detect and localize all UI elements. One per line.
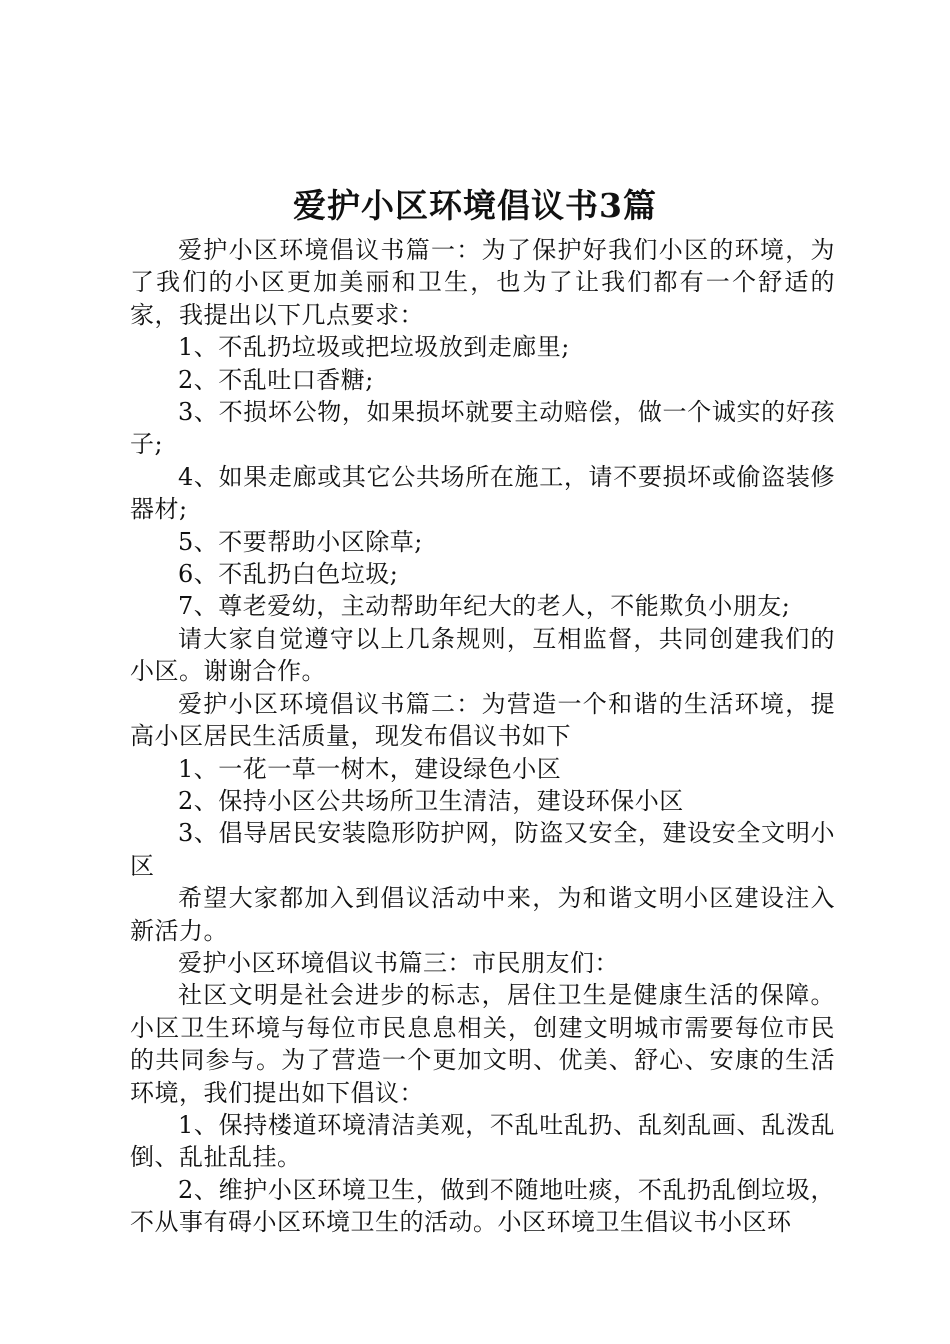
paragraph-1: 爱护小区环境倡议书篇一：为了保护好我们小区的环境，为了我们的小区更加美丽和卫生，也为了让我们都有一个舒适的家，我提出以下几点要求： — [130, 236, 835, 329]
paragraph-10: 爱护小区环境倡议书篇二：为营造一个和谐的生活环境，提高小区居民生活质量，现发布倡议书如下 — [130, 689, 835, 751]
paragraph-3: 2、不乱吐口香糖; — [178, 365, 374, 394]
paragraph-13: 3、倡导居民安装隐形防护网，防盗又安全，建设安全文明小区 — [130, 819, 835, 880]
paragraph-17: 1、保持楼道环境清洁美观，不乱吐乱扔、乱刻乱画、乱泼乱倒、乱扯乱挂。 — [130, 1110, 835, 1172]
document-title: 爱护小区环境倡议书3篇 — [293, 186, 657, 225]
paragraph-8: 7、尊老爱幼，主动帮助年纪大的老人，不能欺负小朋友; — [178, 592, 791, 621]
paragraph-4: 3、不损坏公物，如果损坏就要主动赔偿，做一个诚实的好孩子; — [130, 398, 835, 459]
paragraph-12: 2、保持小区公共场所卫生清洁，建设环保小区 — [178, 786, 684, 815]
paragraph-15: 爱护小区环境倡议书篇三：市民朋友们： — [178, 948, 619, 977]
document-body — [130, 234, 835, 1239]
paragraph-9: 请大家自觉遵守以上几条规则，互相监督，共同创建我们的小区。谢谢合作。 — [130, 624, 835, 686]
paragraph-16: 社区文明是社会进步的标志，居住卫生是健康生活的保障。小区卫生环境与每位市民息息相关，创建文明城市需要每位市民的共同参与。为了营造一个更加文明、优美、舒心、安康的生活环境，我们提出如下倡议： — [130, 981, 835, 1107]
paragraph-6: 5、不要帮助小区除草; — [178, 527, 423, 556]
paragraph-18: 2、维护小区环境卫生，做到不随地吐痰，不乱扔乱倒垃圾，不从事有碍小区环境卫生的活动。小区环境卫生倡议书小区环 — [130, 1175, 835, 1237]
paragraph-5: 4、如果走廊或其它公共场所在施工，请不要损坏或偷盗装修器材; — [130, 462, 835, 524]
paragraph-2: 1、不乱扔垃圾或把垃圾放到走廊里; — [178, 333, 570, 362]
paragraph-14: 希望大家都加入到倡议活动中来，为和谐文明小区建设注入新活力。 — [130, 884, 835, 945]
paragraph-7: 6、不乱扔白色垃圾; — [178, 560, 399, 589]
paragraph-11: 1、一花一草一树木，建设绿色小区 — [178, 754, 562, 783]
